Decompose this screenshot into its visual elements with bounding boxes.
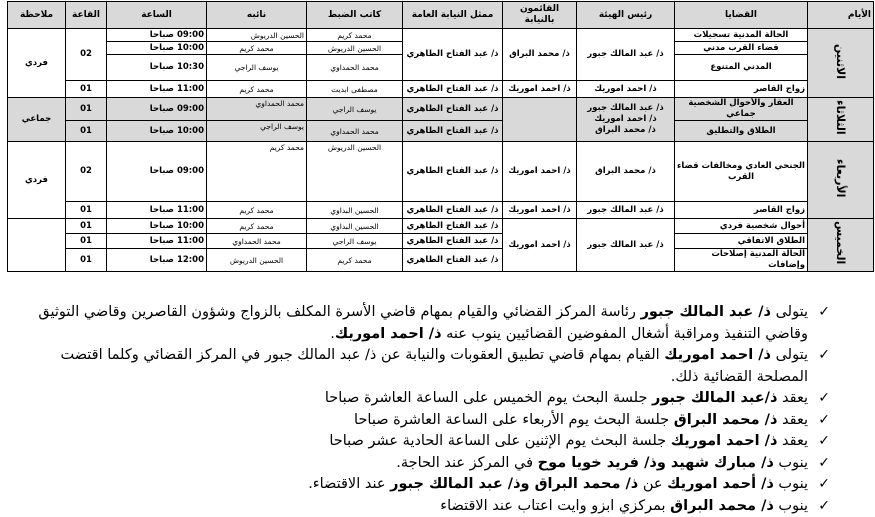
thu-clerk-3: محمد كريم [307,249,403,272]
mon-case-1: الحالة المدنية تسجيلات [675,29,808,42]
mon-deputy-3: يوسف الراجي [207,55,307,81]
mon-room-1: 02 [66,29,107,81]
thu-prosecution-3: ذ/ عبد الفتاح الطاهري [403,249,503,272]
tue-note: جماعي [8,98,66,142]
day-thu-label: الخميس [835,221,846,264]
wed-deputy-2: محمد كريم [207,202,307,219]
wed-case-2: زواج القاصر [675,202,808,219]
tue-bench [503,98,577,142]
mon-chief-2: ذ/ احمد اموريك [577,81,675,98]
note-name: ذ/ احمد اموريك [335,326,442,342]
check-icon: ✓ [818,453,830,475]
day-tue-label: الثلاثاء [835,100,846,135]
mon-clerk-3: محمد الحمداوي [307,55,403,81]
note-name: ذ/ محمد البراق وذ/ عبد المالك جبور [390,476,638,492]
day-wed-label: الأربعاء [835,159,846,197]
mon-case-4: زواج القاصر [675,81,808,98]
check-icon: ✓ [818,410,830,432]
day-tue [808,98,874,142]
note-name: ذ/عبد المالك جبور [652,390,777,406]
thu-deputy-1: محمد كريم [207,219,307,234]
thu-case-2: الطلاق الاتفاقي [675,234,808,249]
thu-clerk-2: يوسف الراجي [307,234,403,249]
notes-list [10,302,830,517]
thu-time-2: 11:00 صباحا [107,234,207,249]
note-text: ينوب [774,476,808,492]
note-name: ذ/ محمد البراق [670,498,774,514]
note-text: جلسة البحث يوم الإثنين على الساعة الحادية عشر صباحا [329,433,670,449]
note-text: في المركز عند الحاجة. [396,455,537,471]
note-item [10,410,830,432]
note-item [10,453,830,475]
note-text: جلسة البحث يوم الأربعاء على الساعة العاشرة صباحا [354,412,674,428]
tue-chiefs [577,98,675,142]
mon-clerk-4: مصطفى ابديت [307,81,403,98]
note-text: يتولى [771,347,808,363]
table-row [8,142,874,202]
tue-deputy-2: يوسف الراجي [207,121,307,142]
mon-time-3: 10:30 صباحا [107,55,207,81]
thu-time-3: 12:00 صباحا [107,249,207,272]
tue-time-2: 10:00 صباحا [107,121,207,142]
thu-case-1: أحوال شخصية فردي [675,219,808,234]
note-item [10,388,830,410]
mon-bench-2: ذ/ احمد اموريك [503,81,577,98]
thu-note [8,219,66,272]
thu-bench: ذ/ احمد اموريك [503,219,577,272]
note-item [10,302,830,345]
wed-bench-1: ذ/ احمد اموريك [503,142,577,202]
header-deputy: نائبه [207,2,307,29]
tue-case-1: العقار والأحوال الشخصية جماعي [675,98,808,121]
thu-prosecution-1: ذ/ عبد الفتاح الطاهري [403,219,503,234]
thu-prosecution-2: ذ/ عبد الفتاح الطاهري [403,234,503,249]
note-text: عن [638,476,667,492]
wed-bench-2: ذ/ احمد اموريك [503,202,577,219]
wed-time-2: 11:00 صباحا [107,202,207,219]
thu-case-3: الحالة المدنية إصلاحات وإضافات [675,249,808,272]
day-wed [808,142,874,219]
wed-room-1: 02 [66,142,107,202]
note-name: ذ/ احمد اموريك [664,347,771,363]
header-row [8,2,874,29]
check-icon: ✓ [818,345,830,367]
tue-time-1: 09:00 صباحا [107,98,207,121]
mon-case-2: قضاء القرب مدني [675,42,808,55]
table-row [8,81,874,98]
table-row [8,98,874,121]
wed-time-1: 09:00 صباحا [107,142,207,202]
wed-clerk-2: الحسين البداوي [307,202,403,219]
thu-clerk-1: الحسين البداوي [307,219,403,234]
note-name: ذ/ عبد المالك جبور [641,304,771,320]
tue-deputy-1: محمد الحمداوي [207,98,307,121]
table-row [8,234,874,249]
table-row [8,202,874,219]
mon-deputy-2: محمد كريم [207,42,307,55]
tue-prosecution-2: ذ/ عبد الفتاح الطاهري [403,121,503,142]
wed-case-1: الجنحي العادي ومخالفات قضاء القرب [675,142,808,202]
tue-clerk-2: محمد الحمداوي [307,121,403,142]
note-text: يعقد [777,412,808,428]
note-item [10,496,830,517]
tue-chief-1: ذ/ عبد المالك جبور [579,103,672,114]
header-room: القاعة [66,2,107,29]
note-text: القيام بمهام قاضي تطبيق العقوبات والنيابة عن ذ/ عبد المالك جبور في المركز القضائي وكلما اقتضت المصلحة القضائية ذلك. [60,347,808,385]
table-row [8,219,874,234]
thu-time-1: 10:00 صباحا [107,219,207,234]
day-thu [808,219,874,272]
note-text: ينوب [774,455,808,471]
header-days: الأيام [808,2,874,29]
table-row [8,29,874,42]
table-row [8,249,874,272]
mon-note: فردي [8,29,66,98]
thu-chief: ذ/ عبد المالك جبور [577,219,675,272]
thu-room-1: 01 [66,219,107,234]
mon-clerk-1: محمد كريم [307,29,403,42]
mon-time-4: 11:00 صباحا [107,81,207,98]
header-bench: القائمون بالنيابة [503,2,577,29]
note-name: ذ/ مبارك شهيد وذ/ فريد خويا موح [538,455,774,471]
check-icon: ✓ [818,431,830,453]
note-text: يعقد [777,390,808,406]
note-text: ينوب [774,498,808,514]
header-clerk: كاتب الضبط [307,2,403,29]
tue-chief-2: ذ/ احمد اموريك [579,114,672,125]
tue-clerk-1: يوسف الراجي [307,98,403,121]
tue-chief-3: ذ/ محمد البراق [579,125,672,136]
wed-room-2: 01 [66,202,107,219]
mon-clerk-2: الحسين الدريوش [307,42,403,55]
note-item [10,474,830,496]
note-name: ذ/ احمد اموريك [671,433,778,449]
thu-room-2: 01 [66,234,107,249]
tue-prosecution-1: ذ/ عبد الفتاح الطاهري [403,98,503,121]
wed-chief-1: ذ/ محمد البراق [577,142,675,202]
wed-clerk-1: الحسين الدريوش [307,142,403,202]
mon-chief-1: ذ/ عبد المالك جبور [577,29,675,81]
schedule-table [7,1,874,272]
thu-deputy-2: محمد الحمداوي [207,234,307,249]
mon-prosecution-2: ذ/ عبد الفتاح الطاهري [403,81,503,98]
header-note: ملاحظة [8,2,66,29]
header-chief: رئيس الهيئة [577,2,675,29]
tue-room-1: 01 [66,98,107,121]
wed-prosecution-1: ذ/ عبد الفتاح الطاهري [403,142,503,202]
mon-case-3: المدني المتنوع [675,55,808,81]
check-icon: ✓ [818,496,830,517]
note-text: جلسة البحث يوم الخميس على الساعة العاشرة صباحا [325,390,652,406]
note-text: يعقد [777,433,808,449]
tue-case-2: الطلاق والتطليق [675,121,808,142]
mon-deputy-1: الحسين الدريوش [207,29,307,42]
mon-deputy-4: محمد كريم [207,81,307,98]
check-icon: ✓ [818,302,830,324]
mon-time-1: 09:00 صباحا [107,29,207,42]
mon-room-2: 01 [66,81,107,98]
note-text: بمركزي ابزو وايت اعتاب عند الاقتضاء [440,498,670,514]
note-text: يتولى [771,304,808,320]
header-prosecution: ممثل النيابة العامة [403,2,503,29]
check-icon: ✓ [818,388,830,410]
mon-bench-1: ذ/ محمد البراق [503,29,577,81]
mon-time-2: 10:00 صباحا [107,42,207,55]
note-item [10,345,830,388]
header-time: الساعة [107,2,207,29]
wed-prosecution-2: ذ/ عبد الفتاح الطاهري [403,202,503,219]
check-icon: ✓ [818,474,830,496]
header-cases: القضايا [675,2,808,29]
wed-chief-2: ذ/ عبد المالك جبور [577,202,675,219]
day-mon [808,29,874,98]
note-text: . [330,326,335,342]
note-item [10,431,830,453]
day-mon-label: الاثنين [835,44,846,79]
table-row [8,121,874,142]
note-name: ذ/ محمد البراق [674,412,778,428]
note-text: عند الاقتضاء. [308,476,390,492]
mon-prosecution: ذ/ عبد الفتاح الطاهري [403,29,503,81]
note-text: رئاسة المركز القضائي والقيام بمهام قاضي الأسرة المكلف بالزواج وشؤون القاصرين وقاضي التوثيق وقاضي التنفيذ ومراقبة أشغال المفوضين القضائيين ينوب عنه [38,304,808,342]
thu-room-3: 01 [66,249,107,272]
wed-deputy-1: محمد كريم [207,142,307,202]
tue-room-2: 01 [66,121,107,142]
note-name: ذ/ أحمد اموريك [667,476,774,492]
thu-deputy-3: الحسين الدريوش [207,249,307,272]
wed-note: فردي [8,142,66,219]
